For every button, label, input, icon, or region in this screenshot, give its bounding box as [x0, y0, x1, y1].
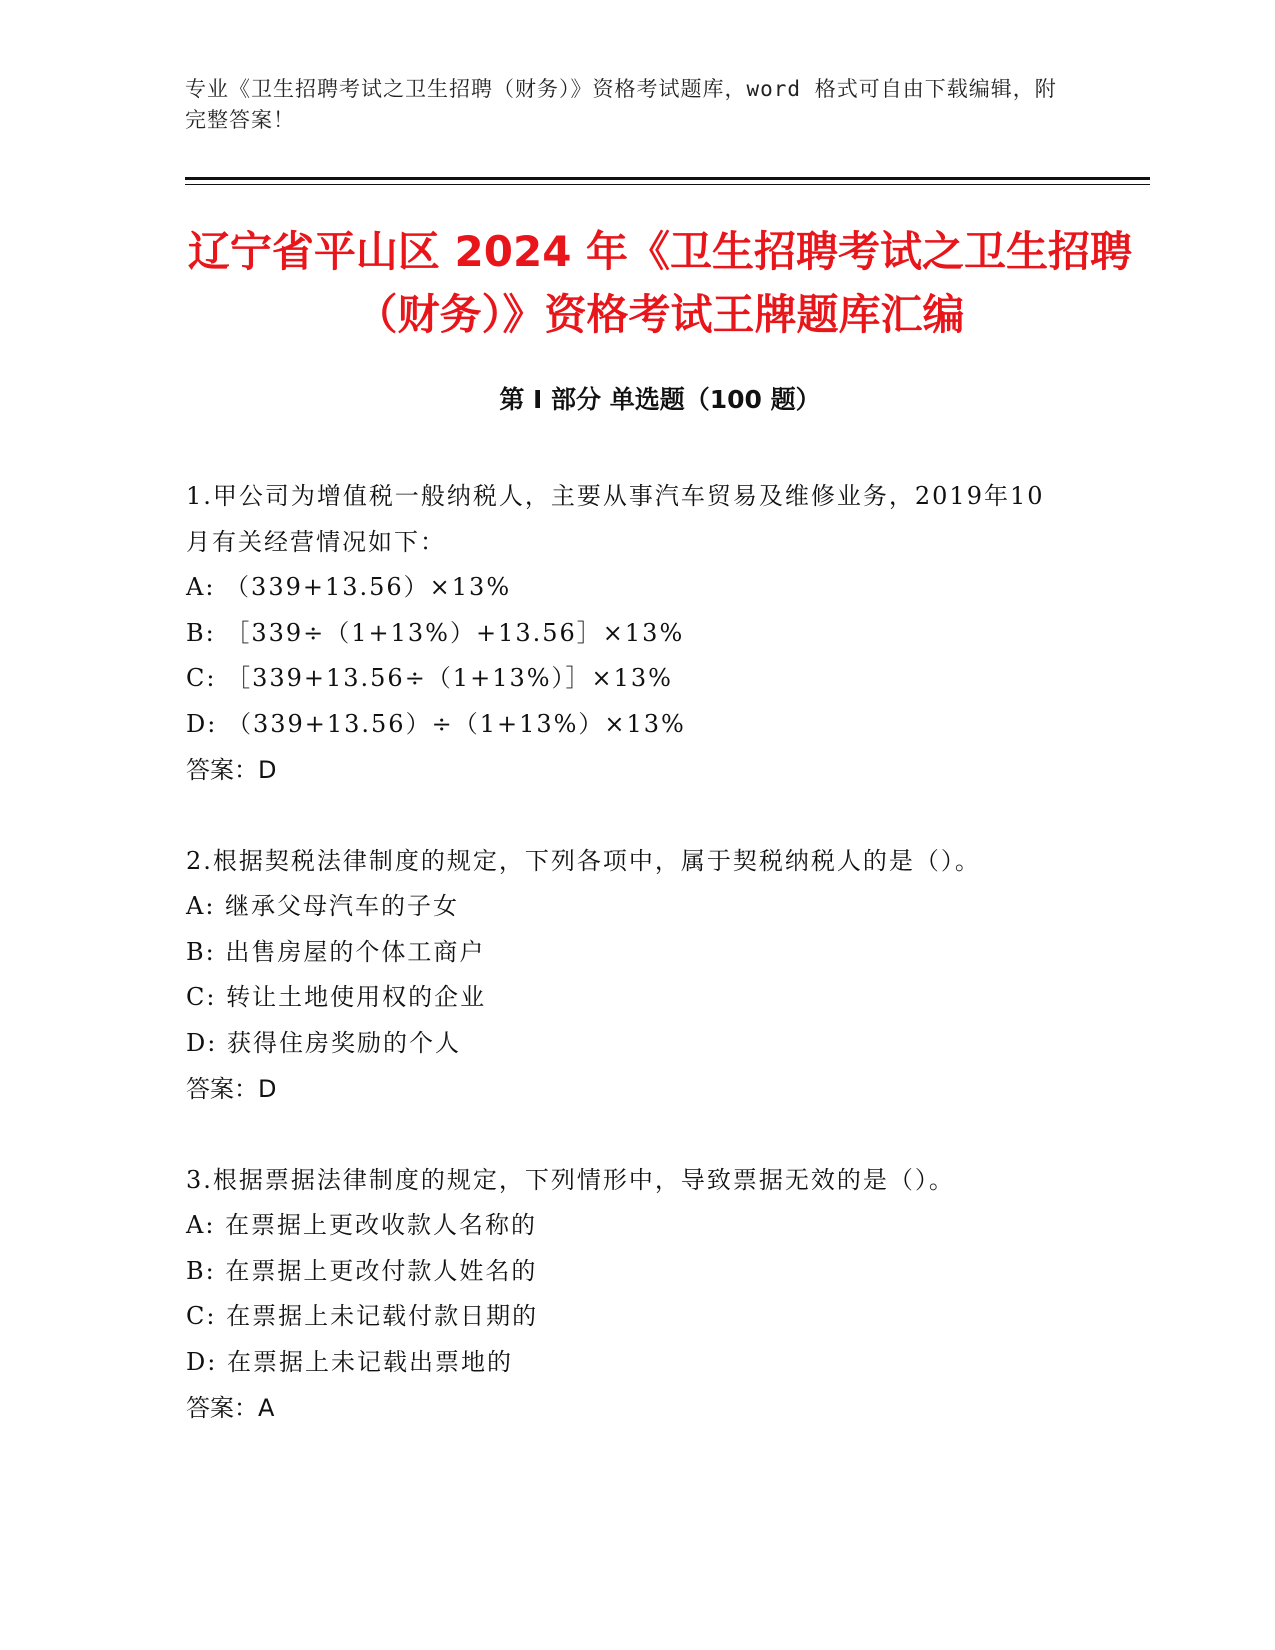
question-list — [186, 473, 1066, 1476]
option-b: B: 在票据上更改付款人姓名的 — [186, 1256, 538, 1285]
option-a: A: 在票据上更改收款人名称的 — [186, 1211, 538, 1239]
question-stem: 1.甲公司为增值税一般纳税人，主要从事汽车贸易及维修业务，2019年10月有关经营情况如下： — [186, 482, 1045, 556]
header-rule-thin — [185, 184, 1150, 185]
question-stem: 2.根据契税法律制度的规定，下列各项中，属于契税纳税人的是（）。 — [186, 847, 981, 875]
option-d: D: 获得住房奖励的个人 — [186, 1028, 461, 1057]
option-c: C: 在票据上未记载付款日期的 — [186, 1302, 539, 1330]
section-heading: 第 I 部分 单选题（100 题） — [499, 385, 821, 414]
answer-line: 答案：D — [186, 1075, 277, 1103]
option-b: B: ［339÷（1+13%）+13.56］×13% — [186, 618, 685, 647]
option-a: A: 继承父母汽车的子女 — [186, 892, 460, 920]
option-c: C: ［339+13.56÷（1+13%）］×13% — [186, 664, 673, 692]
answer-line: 答案：D — [186, 756, 277, 784]
header-rule-thick — [185, 177, 1150, 180]
option-a: A: （339+13.56）×13% — [186, 573, 512, 601]
option-b: B: 出售房屋的个体工商户 — [186, 937, 486, 966]
option-d: D: （339+13.56）÷（1+13%）×13% — [186, 709, 686, 738]
document-title: 辽宁省平山区 2024 年《卫生招聘考试之卫生招聘（财务）》资格考试王牌题库汇编 — [187, 227, 1133, 339]
option-c: C: 转让土地使用权的企业 — [186, 983, 487, 1011]
answer-line: 答案：A — [186, 1394, 275, 1422]
question-3 — [186, 1157, 1066, 1431]
question-1 — [186, 473, 1066, 793]
question-stem: 3.根据票据法律制度的规定，下列情形中，导致票据无效的是（）。 — [186, 1166, 955, 1194]
header-note: 专业《卫生招聘考试之卫生招聘（财务）》资格考试题库，word 格式可自由下载编辑，附完整答案！ — [185, 77, 1057, 132]
question-2 — [186, 838, 1066, 1112]
option-d: D: 在票据上未记载出票地的 — [186, 1347, 513, 1376]
